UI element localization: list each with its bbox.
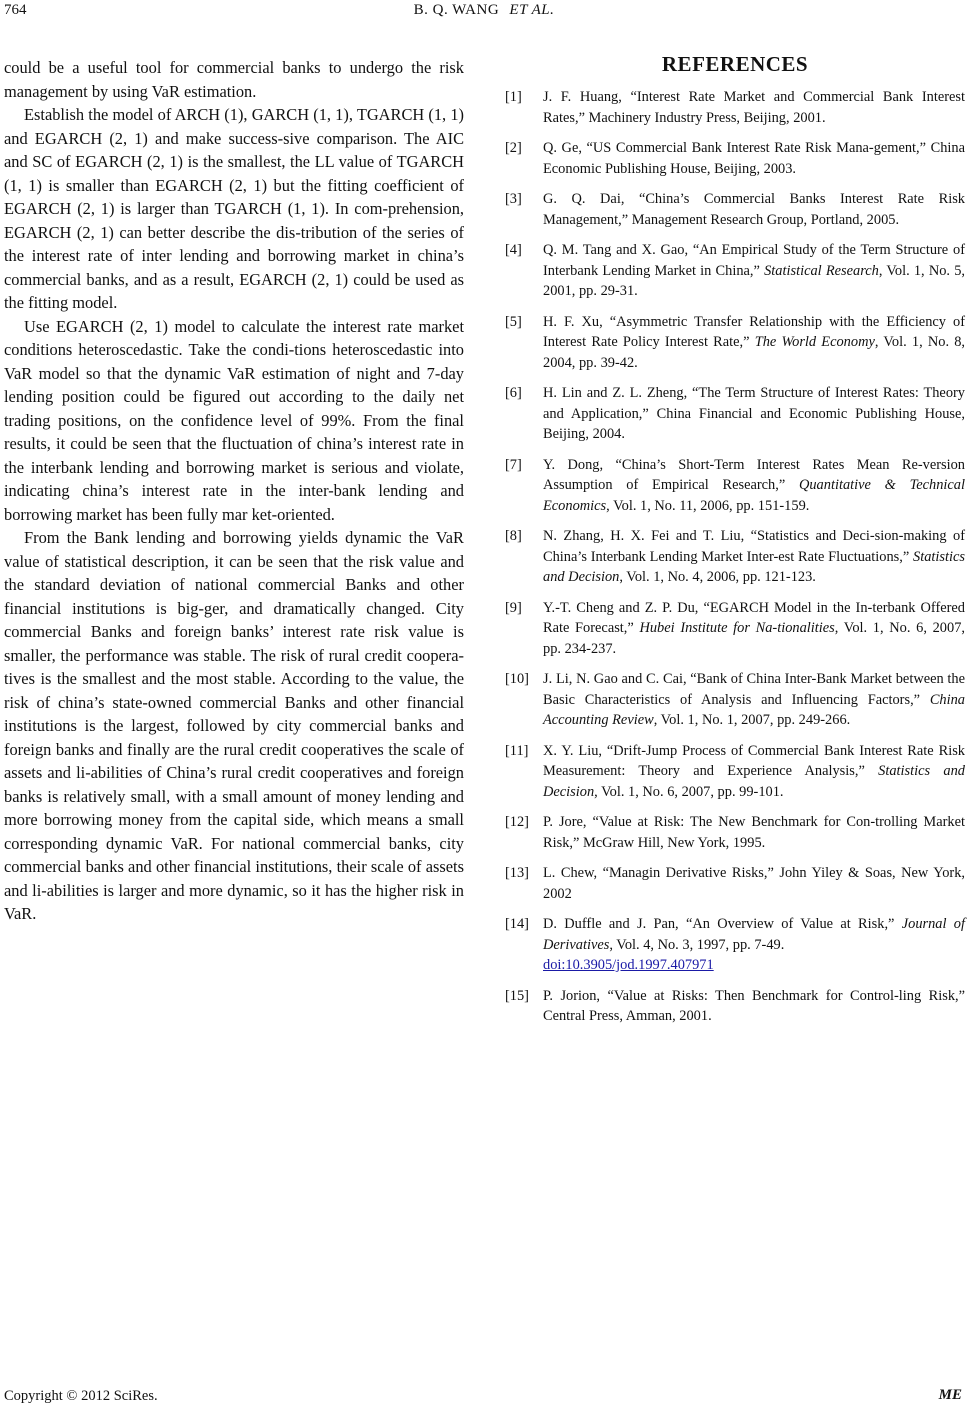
reference-details: , Vol. 1, No. 1, 2007, pp. 249-266. (653, 712, 851, 728)
reference-text: H. Lin and Z. L. Zheng, “The Term Structure of Interest Rates: Theory and Application,” China Financial and Economic Publishing House, Beijing, 2004. (543, 385, 965, 442)
reference-number: [5] (505, 313, 522, 330)
reference-item (505, 526, 965, 588)
references-section (505, 52, 965, 1037)
reference-details: , Vol. 1, No. 4, 2006, pp. 121-123. (619, 569, 816, 585)
page-header (0, 0, 968, 30)
body-paragraph: Establish the model of ARCH (1), GARCH (1, 1), TGARCH (1, 1) and EGARCH (2, 1) and make success-sive comparison. The AIC and SC of EGARCH (2, 1) is the smallest, the LL value of TGARCH (1, 1) is smaller than EGARCH (2, 1) but the fitting coefficient of EGARCH (2, 1) is larger than TGARCH (1, 1). In com-prehension, EGARCH (2, 1) can better describe the dis-tribution of the series of the interest rate of inter lending and borrowing market in china’s commercial banks, and as a result, EGARCH (2, 1) could be used as the fitting model. (4, 105, 464, 312)
reference-item (505, 863, 965, 904)
reference-number: [15] (505, 987, 529, 1004)
reference-item (505, 669, 965, 731)
reference-source-title: China Accounting Review (543, 691, 965, 728)
reference-text: D. Duffle and J. Pan, “An Overview of Value at Risk,” (543, 916, 902, 932)
reference-text: Y.-T. Cheng and Z. P. Du, “EGARCH Model in the In-terbank Offered Rate Forecast,” (543, 599, 965, 636)
reference-item (505, 240, 965, 302)
reference-item (505, 914, 965, 976)
reference-details: , Vol. 1, No. 11, 2006, pp. 151-159. (606, 497, 810, 514)
reference-details: , Vol. 4, No. 3, 1997, pp. 7-49. (609, 936, 785, 953)
reference-item (505, 455, 965, 517)
reference-list (505, 87, 965, 1027)
reference-source-title: Statistics and Decision (543, 763, 966, 800)
reference-item (505, 189, 965, 230)
reference-source-title: Journal of Derivatives (543, 916, 965, 953)
reference-text: L. Chew, “Managin Derivative Risks,” John Yiley & Soas, New York, 2002 (543, 865, 965, 902)
page-number: 764 (4, 2, 27, 18)
reference-item (505, 383, 965, 445)
reference-item (505, 986, 965, 1027)
reference-text: J. Li, N. Gao and C. Cai, “Bank of China Inter-Bank Market between the Basic Characteristics of Analysis and Influencing Factors,” (543, 671, 965, 708)
reference-number: [4] (505, 242, 522, 258)
body-paragraph: From the Bank lending and borrowing yields dynamic the VaR value of statistical description, it can be seen that the risk value and the standard deviation of national commercial Banks and other financial institutions is big-ger, and dramatically changed. City commercial Banks and foreign banks’ interest rate risk value is smaller, the performance was stable. The risk of rural credit coopera-tives is the smallest and the most stable. According to the value, the risk of china’s state-owned commercial Banks and other financial institutions is the largest, followed by city commercial banks and foreign banks and finally are the rural credit cooperatives the scale of assets and li-abilities of China’s rural credit cooperatives and foreign banks is relatively small, with a small amount of money lending and more borrowing money from the capital side, which means a small corresponding dynamic VaR. For national commercial banks, city commercial banks and other financial institutions, their scale of assets and li-abilities is larger and more dynamic, so it has the higher risk in VaR. (4, 528, 464, 923)
page-footer (0, 1382, 968, 1414)
reference-number: [12] (505, 814, 529, 830)
reference-source-title: Statistical Research (764, 262, 879, 279)
reference-text: J. F. Huang, “Interest Rate Market and Commercial Bank Interest Rates,” Machinery Industry Press, Beijing, 2001. (543, 89, 965, 126)
reference-text: Y. Dong, “China’s Short-Term Interest Rates Mean Re-version Assumption of Empirical Research,” (543, 456, 965, 493)
reference-text: P. Jore, “Value at Risk: The New Benchmark for Con-trolling Market Risk,” McGraw Hill, New York, 1995. (543, 814, 965, 851)
reference-text: Q. Ge, “US Commercial Bank Interest Rate Risk Mana-gement,” China Economic Publishing House, Beijing, 2003. (543, 140, 965, 177)
reference-text: P. Jorion, “Value at Risks: Then Benchmark for Control-ling Risk,” Central Press, Amman, 2001. (543, 987, 965, 1024)
body-paragraph: Use EGARCH (2, 1) model to calculate the interest rate market conditions heteroscedastic. Take the condi-tions heteroscedastic into VaR model so that the dynamic VaR estimation of night and 7-day lending position could be figured out according to the daily net trading positions, on the confidence level of 99%. From the final results, it could be seen that the fluctuation of china’s interest rate in the interbank lending and borrowing market is serious and violate, indicating china’s interest rate in the inter-bank lending and borrowing market has been fully mar ket-oriented. (4, 316, 464, 524)
reference-source-title: Hubei Institute for Na-tionalities (639, 620, 835, 636)
body-paragraph: could be a useful tool for commercial banks to undergo the risk management by using VaR estimation. (4, 58, 464, 101)
reference-details: , Vol. 1, No. 6, 2007, pp. 99-101. (594, 783, 784, 800)
reference-number: [14] (505, 916, 529, 932)
reference-number: [13] (505, 865, 529, 881)
reference-item (505, 812, 965, 853)
reference-details: , Vol. 1, No. 8, 2004, pp. 39-42. (543, 334, 966, 371)
reference-text: G. Q. Dai, “China’s Commercial Banks Interest Rate Risk Management,” Management Research Group, Portland, 2005. (543, 191, 965, 228)
reference-text: Q. M. Tang and X. Gao, “An Empirical Study of the Term Structure of Interbank Lending Market in China,” (543, 242, 965, 279)
reference-number: [8] (505, 528, 522, 544)
reference-number: [10] (505, 671, 529, 687)
journal-abbreviation: ME (938, 1387, 962, 1403)
reference-number: [6] (505, 385, 522, 401)
reference-item (505, 312, 965, 374)
reference-source-title: Quantitative & Technical Economics (543, 477, 965, 514)
reference-number: [11] (505, 742, 529, 759)
reference-number: [1] (505, 89, 522, 105)
reference-item (505, 741, 965, 803)
references-heading: REFERENCES (661, 52, 809, 76)
reference-source-title: Statistics and Decision (543, 548, 965, 585)
copyright-notice: Copyright © 2012 SciRes. (4, 1388, 158, 1404)
reference-number: [9] (505, 599, 522, 616)
reference-doi-link[interactable]: doi:10.3905/jod.1997.407971 (543, 957, 714, 973)
reference-item (505, 87, 965, 128)
reference-item (505, 598, 965, 660)
running-head-et-al: ET AL. (509, 2, 555, 18)
reference-text: H. F. Xu, “Asymmetric Transfer Relationship with the Efficiency of Interest Rate Policy Interest Rate,” (543, 313, 965, 350)
reference-text: X. Y. Liu, “Drift-Jump Process of Commercial Bank Interest Rate Risk Measurement: Theory and Experience Analysis,” (543, 742, 965, 779)
reference-source-title: The World Economy (754, 334, 875, 350)
reference-details: , Vol. 1, No. 5, 2001, pp. 29-31. (543, 262, 965, 299)
reference-item (505, 138, 965, 179)
reference-details: , Vol. 1, No. 6, 2007, pp. 234-237. (543, 620, 965, 657)
reference-number: [2] (505, 140, 522, 156)
reference-text: N. Zhang, H. X. Fei and T. Liu, “Statistics and Deci-sion-making of China’s Interbank Lending Market Inter-est Rate Fluctuations,” (543, 528, 965, 565)
body-text-column (4, 56, 464, 926)
reference-number: [7] (505, 456, 522, 473)
running-head (0, 2, 968, 19)
running-head-authors: B. Q. WANG (413, 2, 500, 18)
reference-number: [3] (505, 191, 522, 207)
